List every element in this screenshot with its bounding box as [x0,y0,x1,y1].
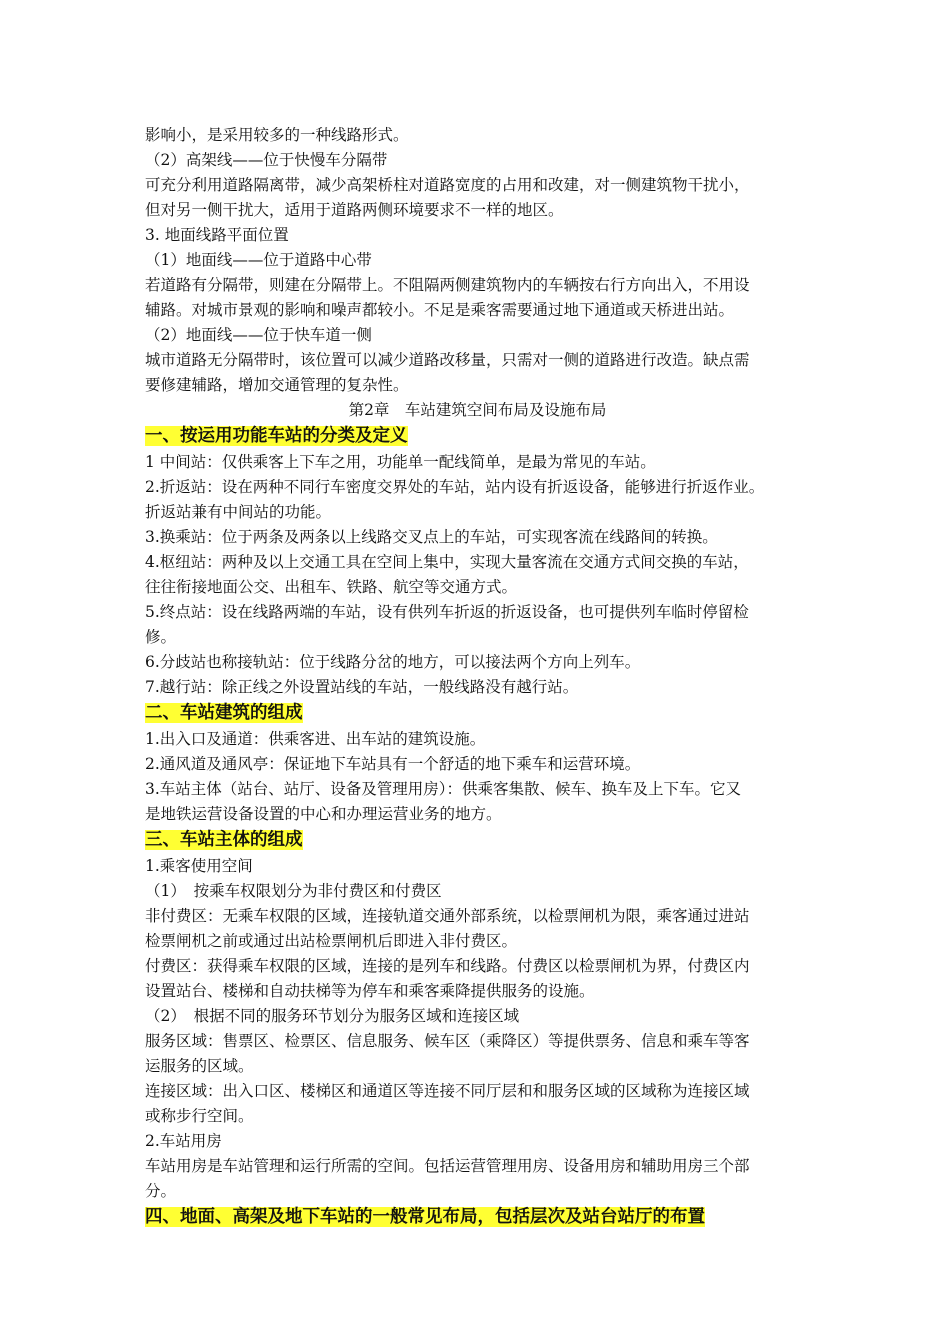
text-line [145,625,810,650]
text-line [145,550,810,575]
text-line [145,777,810,802]
chapter-title-text: 第2章 车站建筑空间布局及设施布局 [348,401,607,419]
text-line-content: 分。 [145,1182,177,1200]
text-line-content: 可充分利用道路隔离带，减少高架桥柱对道路宽度的占用和改建，对一侧建筑物干扰小， [145,176,750,194]
text-line [145,650,810,675]
section-heading-text: 一、按运用功能车站的分类及定义 [145,426,408,446]
text-line-content: 或称步行空间。 [145,1107,254,1125]
text-line [145,600,810,625]
text-line-content: 辅路。对城市景观的影响和噪声都较小。不足是乘客需要通过地下通道或天桥进出站。 [145,301,735,319]
text-line-content: （2）地面线——位于快车道一侧 [145,326,372,344]
text-line-content: 修。 [145,628,177,646]
text-line [145,1079,810,1104]
text-line-content: 非付费区：无乘车权限的区域，连接轨道交通外部系统，以检票闸机为限，乘客通过进站 [145,907,750,925]
text-line-content: 2.通风道及通风亭：保证地下车站具有一个舒适的地下乘车和运营环境。 [145,755,641,773]
section-heading-text: 四、地面、高架及地下车站的一般常见布局，包括层次及站台站厅的布置 [145,1207,705,1227]
section-heading-text: 二、车站建筑的组成 [145,703,303,723]
chapter-title [145,398,810,423]
text-line-content: 付费区：获得乘车权限的区域，连接的是列车和线路。付费区以检票闸机为界，付费区内 [145,957,750,975]
text-line-content: 2.折返站：设在两种不同行车密度交界处的车站，站内设有折返设备，能够进行折返作业。 [145,478,765,496]
section-heading-text: 三、车站主体的组成 [145,830,303,850]
text-line-content: 1 中间站：仅供乘客上下车之用，功能单一配线简单，是最为常见的车站。 [145,453,656,471]
text-line [145,752,810,777]
section-heading [145,1204,810,1231]
text-line [145,1004,810,1029]
text-line-content: 要修建辅路，增加交通管理的复杂性。 [145,376,409,394]
text-line-content: 设置站台、楼梯和自动扶梯等为停车和乘客乘降提供服务的设施。 [145,982,595,1000]
text-line-content: 连接区域：出入口区、楼梯区和通道区等连接不同厅层和和服务区域的区域称为连接区域 [145,1082,750,1100]
text-line [145,802,810,827]
text-line [145,298,810,323]
section-heading [145,423,810,450]
text-line-content: 但对另一侧干扰大，适用于道路两侧环境要求不一样的地区。 [145,201,564,219]
text-line [145,525,810,550]
text-line [145,148,810,173]
text-line [145,1179,810,1204]
text-line [145,173,810,198]
text-line [145,475,810,500]
document-page [145,123,810,1231]
text-line-content: 往往衔接地面公交、出租车、铁路、航空等交通方式。 [145,578,518,596]
text-line [145,348,810,373]
text-line [145,450,810,475]
text-line [145,1054,810,1079]
text-line [145,575,810,600]
text-line [145,123,810,148]
text-line [145,929,810,954]
text-line-content: 7.越行站：除正线之外设置站线的车站，一般线路没有越行站。 [145,678,579,696]
text-line-content: 检票闸机之前或通过出站检票闸机后即进入非付费区。 [145,932,518,950]
text-line [145,1104,810,1129]
text-line [145,954,810,979]
text-line [145,727,810,752]
text-line [145,198,810,223]
text-line-content: 3. 地面线路平面位置 [145,226,289,244]
text-line-content: 若道路有分隔带，则建在分隔带上。不阻隔两侧建筑物内的车辆按右行方向出入，不用设 [145,276,750,294]
text-line-content: 是地铁运营设备设置的中心和办理运营业务的地方。 [145,805,502,823]
text-line [145,904,810,929]
text-line-content: 影响小，是采用较多的一种线路形式。 [145,126,409,144]
text-line-content: 车站用房是车站管理和运行所需的空间。包括运营管理用房、设备用房和辅助用房三个部 [145,1157,750,1175]
text-line [145,1154,810,1179]
text-line-content: 3.车站主体（站台、站厅、设备及管理用房）：供乘客集散、候车、换车及上下车。它又 [145,780,742,798]
text-line [145,879,810,904]
text-line [145,1029,810,1054]
text-line-content: 城市道路无分隔带时，该位置可以减少道路改移量，只需对一侧的道路进行改造。缺点需 [145,351,750,369]
text-line-content: （2） 根据不同的服务环节划分为服务区域和连接区域 [145,1007,520,1025]
text-line-content: 2.车站用房 [145,1132,222,1150]
text-line-content: （1）地面线——位于道路中心带 [145,251,372,269]
section-heading [145,827,810,854]
text-line [145,675,810,700]
text-line-content: （2）高架线——位于快慢车分隔带 [145,151,388,169]
text-line-content: 服务区域：售票区、检票区、信息服务、候车区（乘降区）等提供票务、信息和乘车等客 [145,1032,750,1050]
text-line [145,223,810,248]
text-line [145,854,810,879]
text-line-content: 4.枢纽站：两种及以上交通工具在空间上集中，实现大量客流在交通方式间交换的车站， [145,553,749,571]
text-line-content: 6.分歧站也称接轨站：位于线路分岔的地方，可以接法两个方向上列车。 [145,653,641,671]
text-line [145,500,810,525]
text-line-content: 3.换乘站：位于两条及两条以上线路交叉点上的车站，可实现客流在线路间的转换。 [145,528,718,546]
text-line [145,373,810,398]
text-line [145,979,810,1004]
text-line-content: （1） 按乘车权限划分为非付费区和付费区 [145,882,442,900]
text-line-content: 折返站兼有中间站的功能。 [145,503,332,521]
text-line [145,1129,810,1154]
text-line [145,273,810,298]
text-line-content: 5.终点站：设在线路两端的车站，设有供列车折返的折返设备，也可提供列车临时停留检 [145,603,749,621]
text-line-content: 1.乘客使用空间 [145,857,253,875]
text-line [145,323,810,348]
text-line [145,248,810,273]
text-line-content: 运服务的区域。 [145,1057,254,1075]
section-heading [145,700,810,727]
text-line-content: 1.出入口及通道：供乘客进、出车站的建筑设施。 [145,730,486,748]
